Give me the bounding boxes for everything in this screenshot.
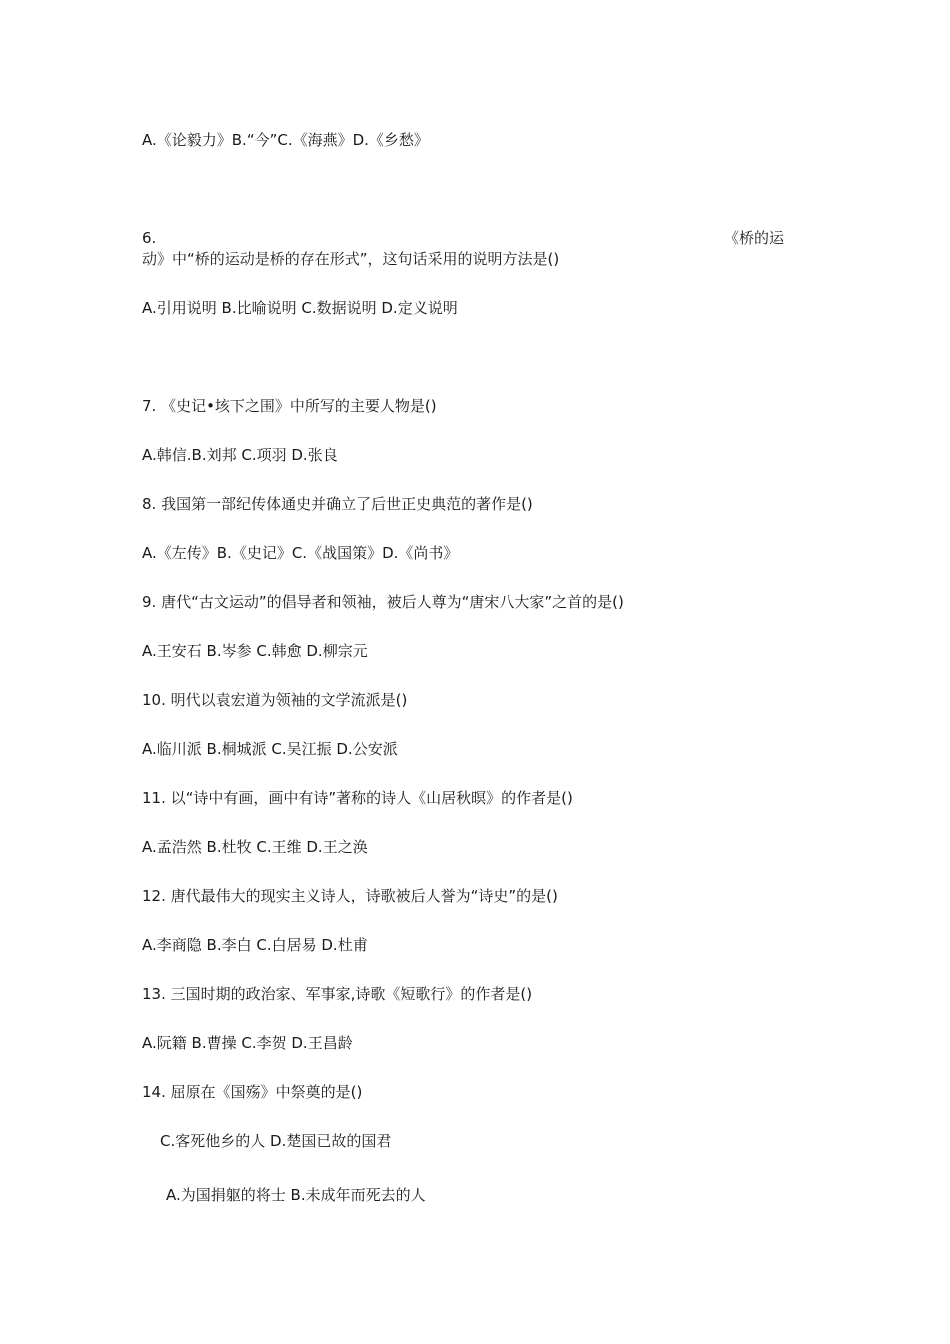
q9-options: A.王安石 B.岑参 C.韩愈 D.柳宗元 <box>142 642 368 660</box>
q12-options: A.李商隐 B.李白 C.白居易 D.杜甫 <box>142 936 368 954</box>
q6-number: 6. <box>142 229 157 247</box>
q11-question: 11. 以“诗中有画，画中有诗”著称的诗人《山居秋暝》的作者是() <box>142 789 573 807</box>
q13-options: A.阮籍 B.曹操 C.李贺 D.王昌龄 <box>142 1034 353 1052</box>
q6-options: A.引用说明 B.比喻说明 C.数据说明 D.定义说明 <box>142 299 458 317</box>
q12-question: 12. 唐代最伟大的现实主义诗人，诗歌被后人誉为“诗史”的是() <box>142 887 558 905</box>
q6-question: 动》中“桥的运动是桥的存在形式”，这句话采用的说明方法是() <box>142 250 560 268</box>
q8-question: 8. 我国第一部纪传体通史并确立了后世正史典范的著作是() <box>142 495 533 513</box>
q14-options-cd: C.客死他乡的人 D.楚国已故的国君 <box>160 1132 392 1150</box>
q14-question: 14. 屈原在《国殇》中祭奠的是() <box>142 1083 363 1101</box>
q6-title-part: 《桥的运 <box>724 229 785 247</box>
q10-question: 10. 明代以袁宏道为领袖的文学流派是() <box>142 691 408 709</box>
q8-options: A.《左传》B.《史记》C.《战国策》D.《尚书》 <box>142 544 459 562</box>
q7-options: A.韩信.B.刘邦 C.项羽 D.张良 <box>142 446 338 464</box>
q5-options: A.《论毅力》B.“今”C.《海燕》D.《乡愁》 <box>142 131 429 149</box>
q7-question: 7. 《史记•垓下之围》中所写的主要人物是() <box>142 397 437 415</box>
q10-options: A.临川派 B.桐城派 C.吴江振 D.公安派 <box>142 740 398 758</box>
q14-options-ab: A.为国捐躯的将士 B.未成年而死去的人 <box>166 1186 426 1204</box>
q11-options: A.孟浩然 B.杜牧 C.王维 D.王之涣 <box>142 838 368 856</box>
q13-question: 13. 三国时期的政治家、军事家,诗歌《短歌行》的作者是() <box>142 985 533 1003</box>
q9-question: 9. 唐代“古文运动”的倡导者和领袖，被后人尊为“唐宋八大家”之首的是() <box>142 593 624 611</box>
